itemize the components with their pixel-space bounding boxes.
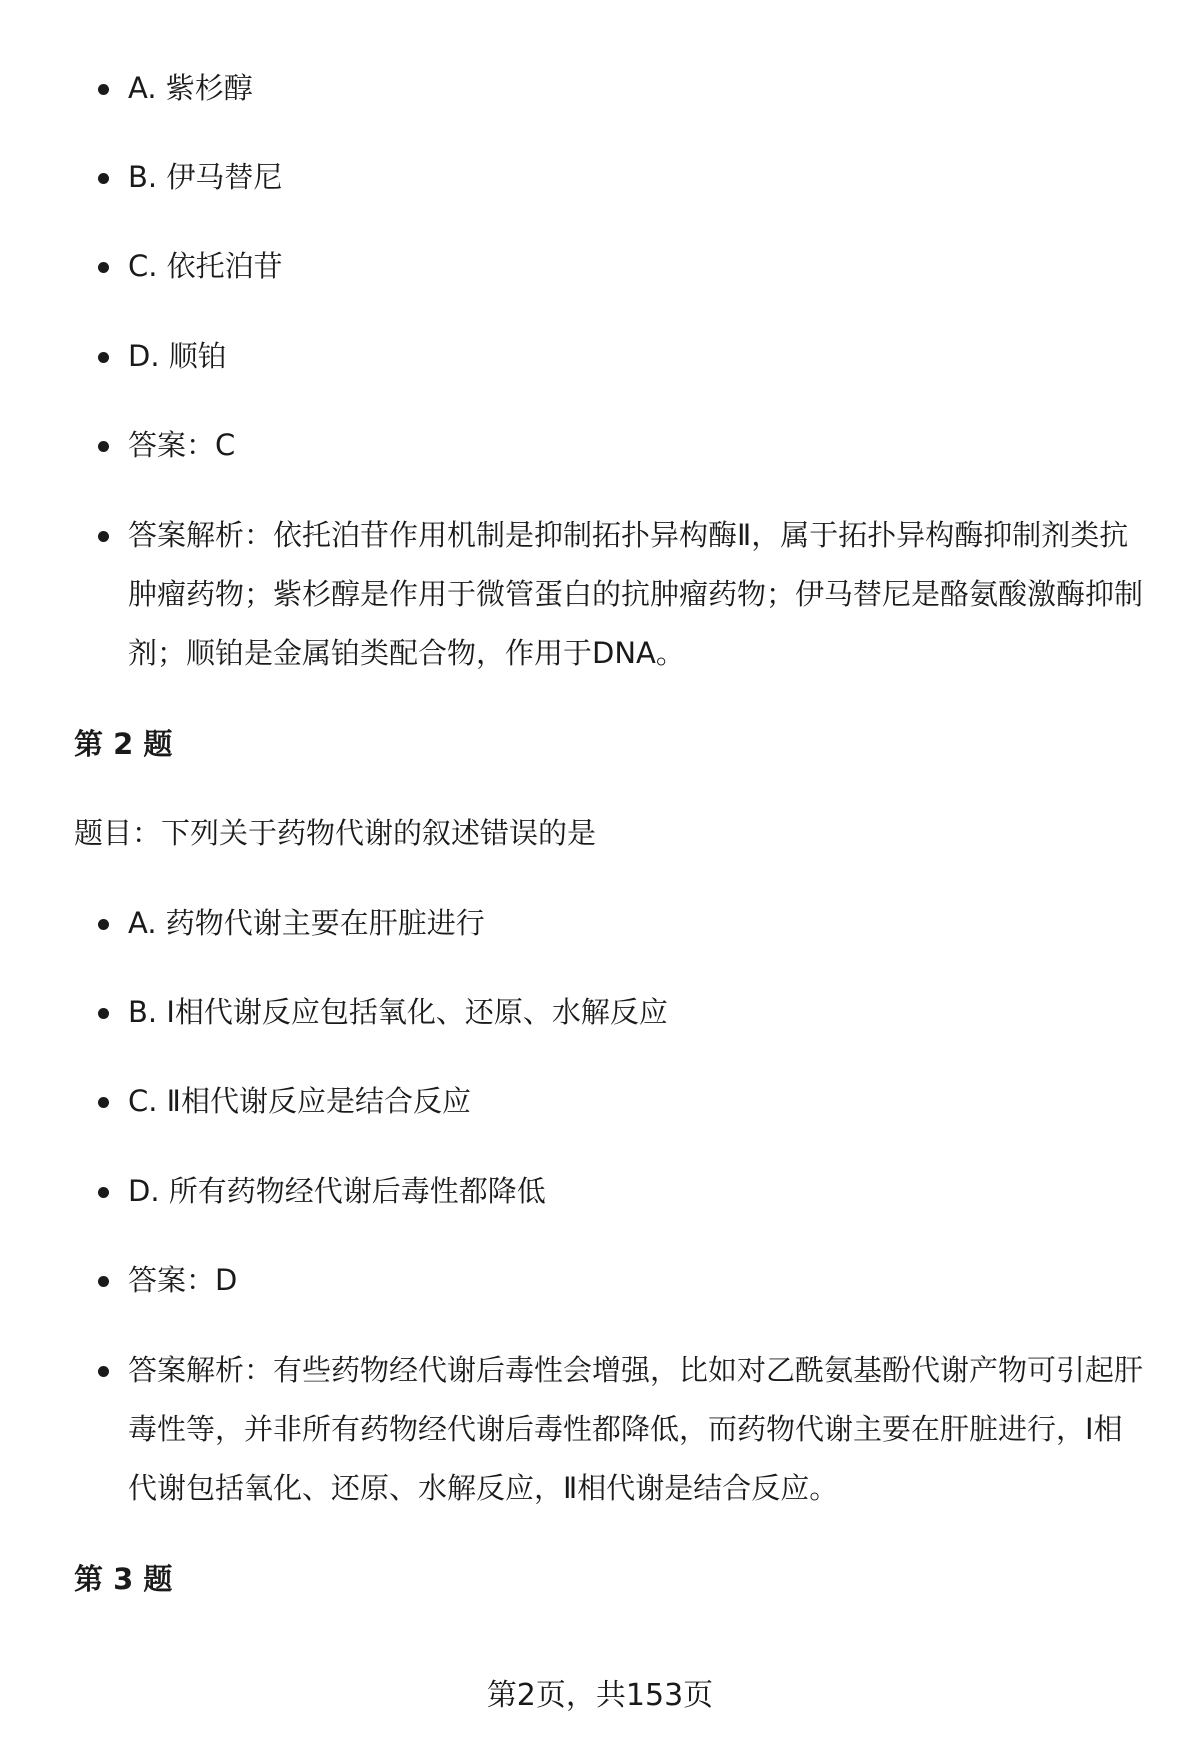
- question-1-option-a: A. 紫杉醇: [128, 59, 1148, 118]
- question-2-stem: 题目：下列关于药物代谢的叙述错误的是: [74, 816, 597, 850]
- question-3-heading: 第 3 题: [74, 1562, 173, 1596]
- question-2-heading: 第 2 题: [74, 727, 173, 761]
- question-2-option-a: A. 药物代谢主要在肝脏进行: [128, 894, 1148, 953]
- page-number-footer: 第2页，共153页: [486, 1678, 714, 1713]
- question-1-option-d: D. 顺铂: [128, 327, 1148, 386]
- question-2-answer: 答案：D: [128, 1251, 1148, 1310]
- question-2-option-c: C. Ⅱ相代谢反应是结合反应: [128, 1072, 1148, 1131]
- question-2-option-b: B. Ⅰ相代谢反应包括氧化、还原、水解反应: [128, 983, 1148, 1042]
- question-1-option-b: B. 伊马替尼: [128, 148, 1148, 207]
- question-1-explanation: 答案解析：依托泊苷作用机制是抑制拓扑异构酶Ⅱ，属于拓扑异构酶抑制剂类抗肿瘤药物；紫杉醇是作用于微管蛋白的抗肿瘤药物；伊马替尼是酪氨酸激酶抑制剂；顺铂是金属铂类配合物，作用于DNA。: [128, 506, 1148, 683]
- question-1-answer: 答案：C: [128, 416, 1148, 475]
- question-2-option-d: D. 所有药物经代谢后毒性都降低: [128, 1162, 1148, 1221]
- question-1-option-c: C. 依托泊苷: [128, 237, 1148, 296]
- question-2-explanation: 答案解析：有些药物经代谢后毒性会增强，比如对乙酰氨基酚代谢产物可引起肝毒性等，并非所有药物经代谢后毒性都降低，而药物代谢主要在肝脏进行，Ⅰ相代谢包括氧化、还原、水解反应，Ⅱ相代谢是结合反应。: [128, 1341, 1148, 1518]
